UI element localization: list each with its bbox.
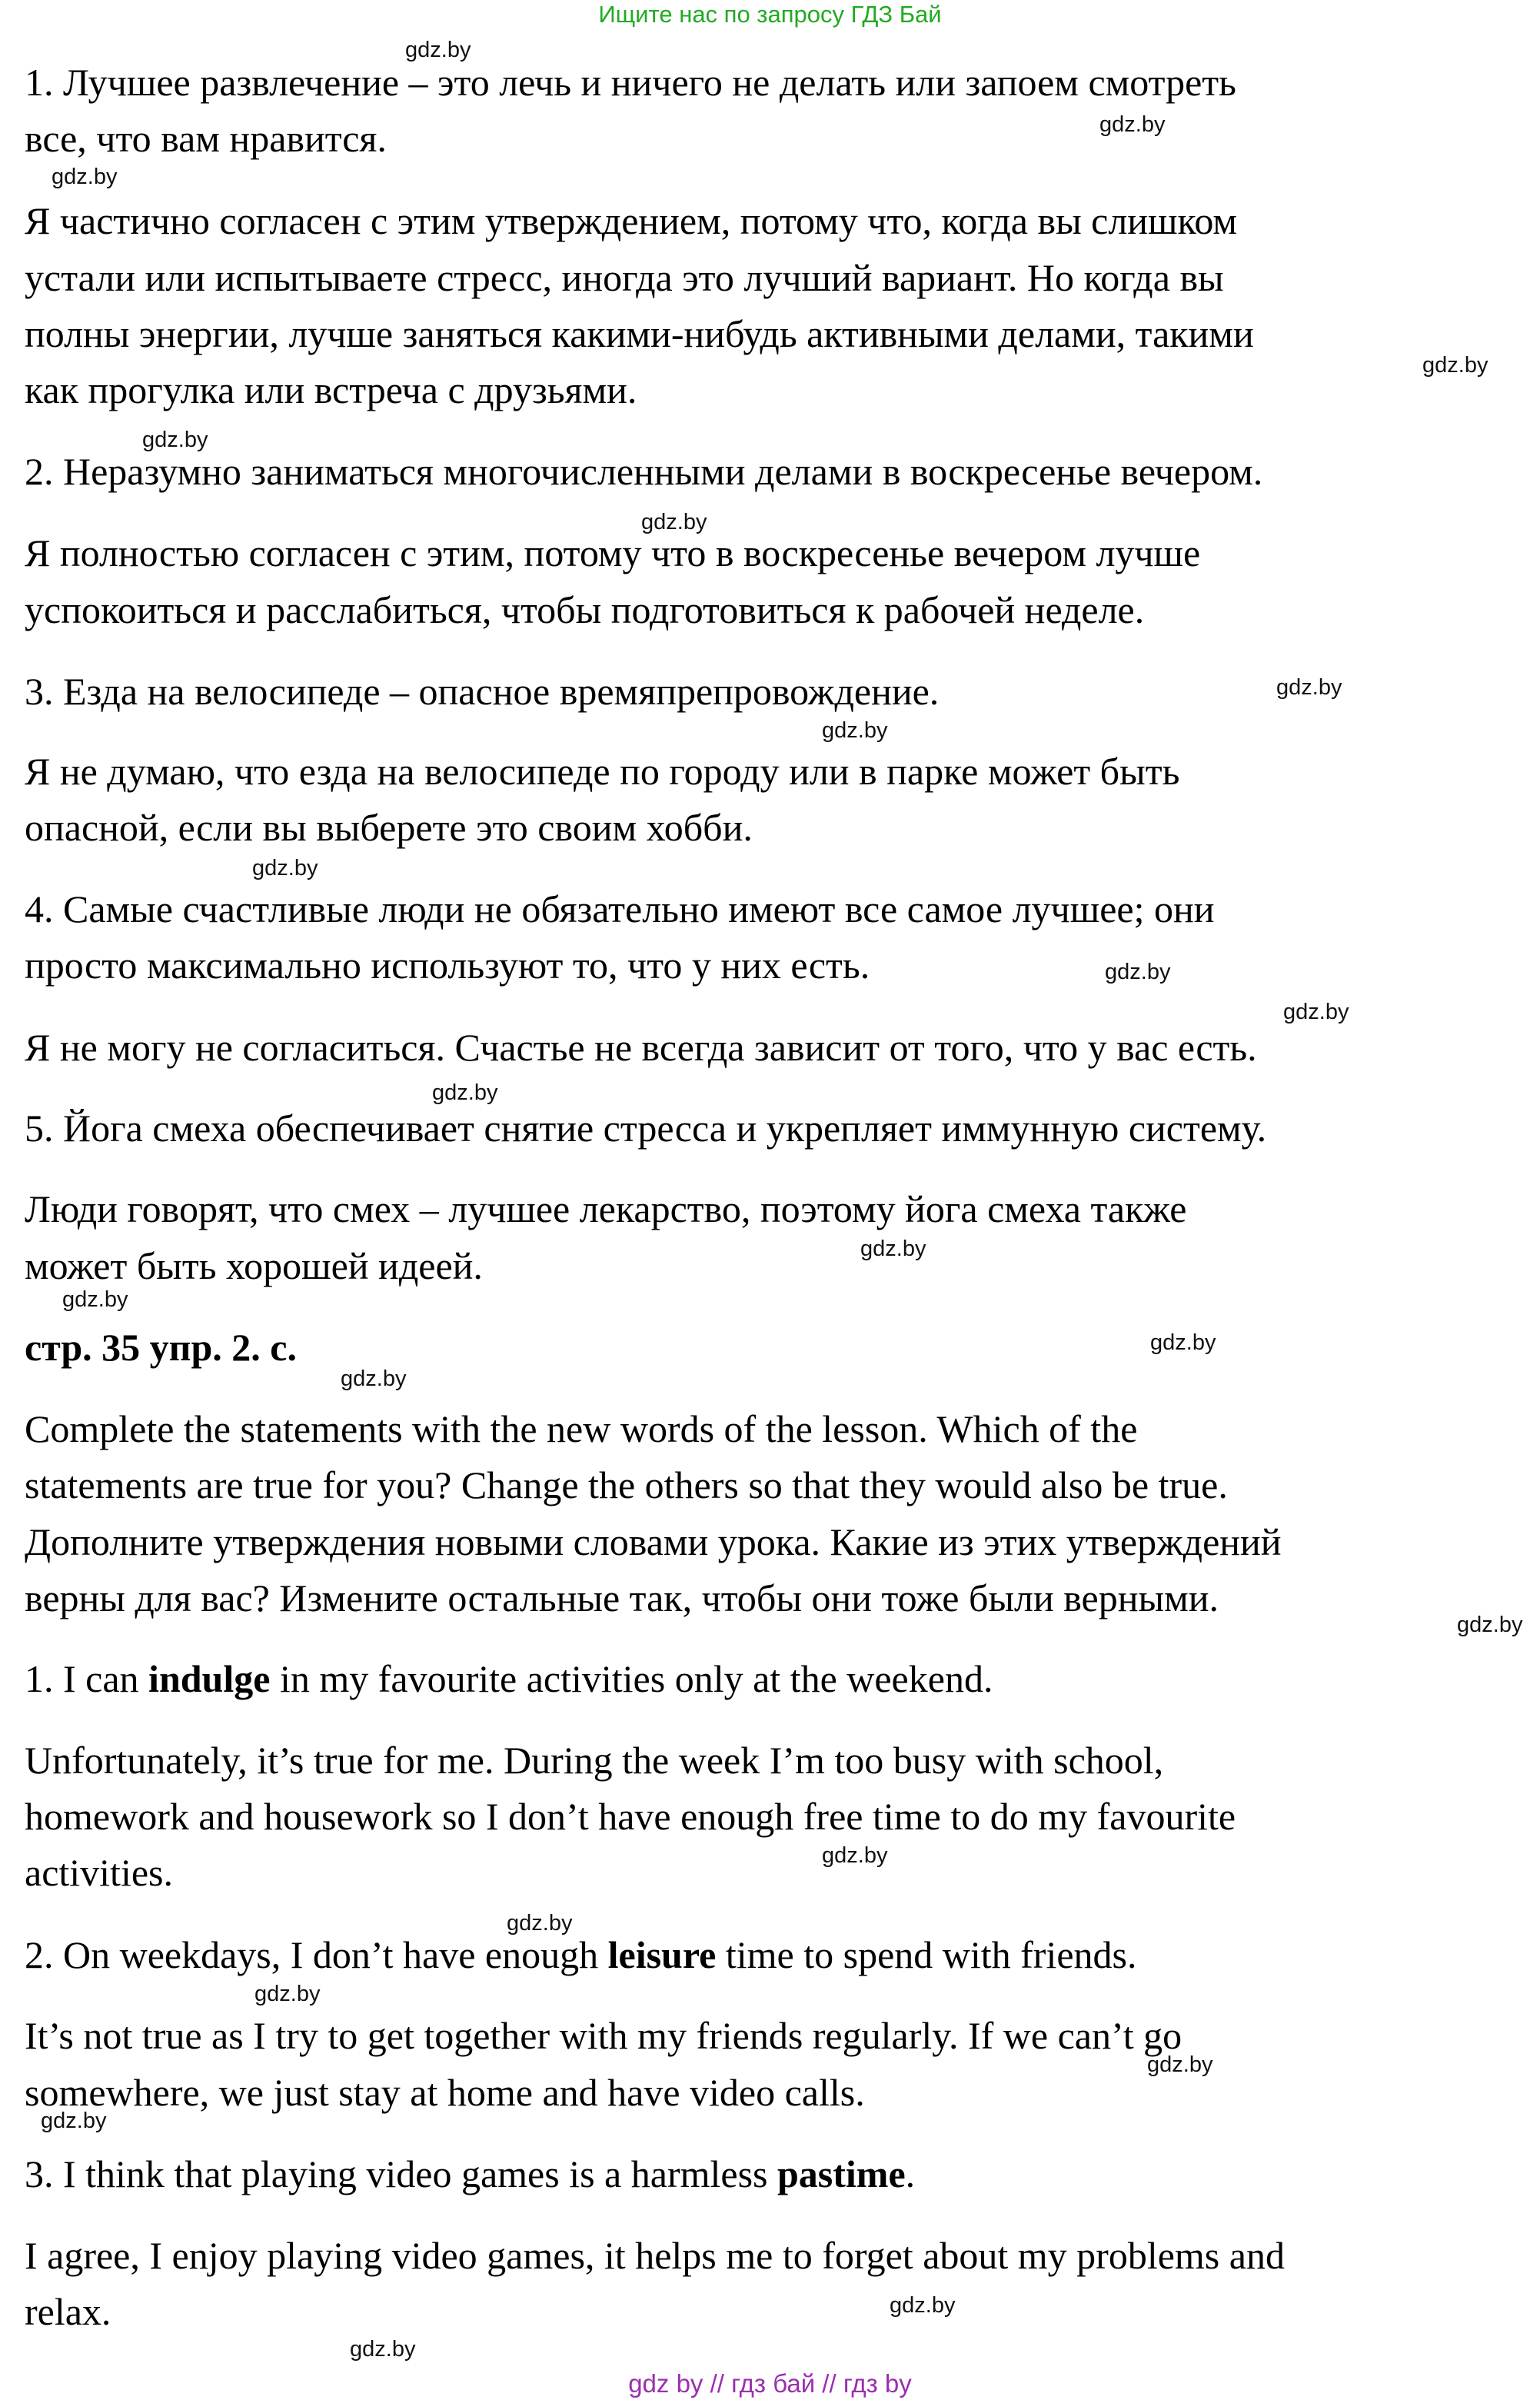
answer-1-line: полны энергии, лучше заняться какими-нибудь активными делами, такими bbox=[25, 312, 1254, 355]
keyword-indulge: indulge bbox=[148, 1657, 271, 1700]
sentence-3 bbox=[25, 2151, 915, 2197]
answer-4-line: Я не могу не согласиться. Счастье не всегда зависит от того, что у вас есть. bbox=[25, 1026, 1257, 1069]
reply-2-line: It’s not true as I try to get together with my friends regularly. If we can’t go bbox=[25, 2014, 1182, 2057]
reply-1-line: activities. bbox=[25, 1851, 173, 1894]
watermark: gdz.by bbox=[507, 1911, 573, 1936]
statement-4-cont: просто максимально используют то, что у них есть. bbox=[25, 944, 870, 987]
task-line: statements are true for you? Change the others so that they would also be true. bbox=[25, 1463, 1228, 1506]
watermark: gdz.by bbox=[1105, 960, 1171, 984]
watermark: gdz.by bbox=[52, 165, 118, 189]
watermark: gdz.by bbox=[822, 718, 888, 743]
statement-4: 4. Самые счастливые люди не обязательно имеют все самое лучшее; они bbox=[25, 887, 1215, 930]
statement-5: 5. Йога смеха обеспечивает снятие стресса и укрепляет иммунную систему. bbox=[25, 1107, 1267, 1150]
watermark: gdz.by bbox=[405, 38, 471, 62]
reply-2-line: somewhere, we just stay at home and have video calls. bbox=[25, 2071, 865, 2114]
footer-links: gdz by // гдз бай // гдз by bbox=[628, 2369, 912, 2398]
answer-5-line: Люди говорят, что смех – лучшее лекарство, поэтому йога смеха также bbox=[25, 1187, 1187, 1230]
sentence-1-end: in my favourite activities only at the weekend. bbox=[270, 1657, 993, 1700]
watermark: gdz.by bbox=[1457, 1613, 1523, 1637]
answer-3-line: опасной, если вы выберете это своим хобби. bbox=[25, 806, 753, 849]
sentence-3-start: 3. I think that playing video games is a harmless bbox=[25, 2152, 777, 2195]
exercise-heading: стр. 35 упр. 2. c. bbox=[25, 1326, 297, 1369]
watermark: gdz.by bbox=[890, 2293, 956, 2318]
sentence-2-start: 2. On weekdays, I don’t have enough bbox=[25, 1933, 608, 1976]
statement-1: 1. Лучшее развлечение – это лечь и ничего не делать или запоем смотреть bbox=[25, 61, 1236, 104]
keyword-leisure: leisure bbox=[607, 1933, 717, 1976]
answer-1-line: как прогулка или встреча с друзьями. bbox=[25, 368, 637, 411]
watermark: gdz.by bbox=[254, 1982, 321, 2006]
watermark: gdz.by bbox=[1283, 1000, 1349, 1024]
task-translation-line: Дополните утверждения новыми словами урока. Какие из этих утверждений bbox=[25, 1520, 1282, 1563]
watermark: gdz.by bbox=[432, 1080, 498, 1105]
sentence-2 bbox=[25, 1932, 1137, 1978]
watermark: gdz.by bbox=[1422, 353, 1488, 378]
watermark: gdz.by bbox=[1276, 675, 1342, 700]
watermark: gdz.by bbox=[350, 2337, 416, 2362]
statement-3: 3. Езда на велосипеде – опасное времяпрепровождение. bbox=[25, 670, 940, 713]
answer-1-line: Я частично согласен с этим утверждением, потому что, когда вы слишком bbox=[25, 199, 1238, 242]
search-banner: Ищите нас по запросу ГДЗ Бай bbox=[598, 1, 942, 28]
sentence-3-end: . bbox=[905, 2152, 916, 2195]
reply-1-line: Unfortunately, it’s true for me. During the week I’m too busy with school, bbox=[25, 1739, 1164, 1782]
watermark: gdz.by bbox=[1150, 1330, 1216, 1355]
watermark: gdz.by bbox=[1147, 2052, 1213, 2077]
watermark: gdz.by bbox=[822, 1843, 888, 1868]
watermark: gdz.by bbox=[860, 1237, 926, 1261]
answer-2-line: Я полностью согласен с этим, потому что в воскресенье вечером лучше bbox=[25, 531, 1201, 574]
keyword-pastime: pastime bbox=[777, 2152, 906, 2195]
answer-2-line: успокоиться и расслабиться, чтобы подготовиться к рабочей неделе. bbox=[25, 588, 1145, 631]
statement-1-cont: все, что вам нравится. bbox=[25, 117, 387, 160]
answer-1-line: устали или испытываете стресс, иногда это лучший вариант. Но когда вы bbox=[25, 256, 1224, 299]
task-line: Complete the statements with the new words of the lesson. Which of the bbox=[25, 1407, 1138, 1450]
reply-1-line: homework and housework so I don’t have enough free time to do my favourite bbox=[25, 1795, 1236, 1838]
sentence-1-start: 1. I can bbox=[25, 1657, 149, 1700]
sentence-2-end: time to spend with friends. bbox=[716, 1933, 1137, 1976]
answer-3-line: Я не думаю, что езда на велосипеде по городу или в парке может быть bbox=[25, 750, 1180, 793]
watermark: gdz.by bbox=[252, 856, 318, 880]
watermark: gdz.by bbox=[142, 428, 208, 452]
reply-3-line: I agree, I enjoy playing video games, it helps me to forget about my problems and bbox=[25, 2234, 1285, 2277]
reply-3-line: relax. bbox=[25, 2290, 111, 2333]
watermark: gdz.by bbox=[1099, 112, 1166, 137]
answer-5-line: может быть хорошей идеей. bbox=[25, 1244, 483, 1287]
task-translation-line: верны для вас? Измените остальные так, чтобы они тоже были верными. bbox=[25, 1576, 1219, 1619]
watermark: gdz.by bbox=[62, 1287, 128, 1312]
sentence-1 bbox=[25, 1656, 993, 1702]
statement-2: 2. Неразумно заниматься многочисленными делами в воскресенье вечером. bbox=[25, 450, 1263, 493]
watermark: gdz.by bbox=[341, 1366, 407, 1391]
watermark: gdz.by bbox=[41, 2109, 107, 2133]
watermark: gdz.by bbox=[641, 510, 707, 534]
